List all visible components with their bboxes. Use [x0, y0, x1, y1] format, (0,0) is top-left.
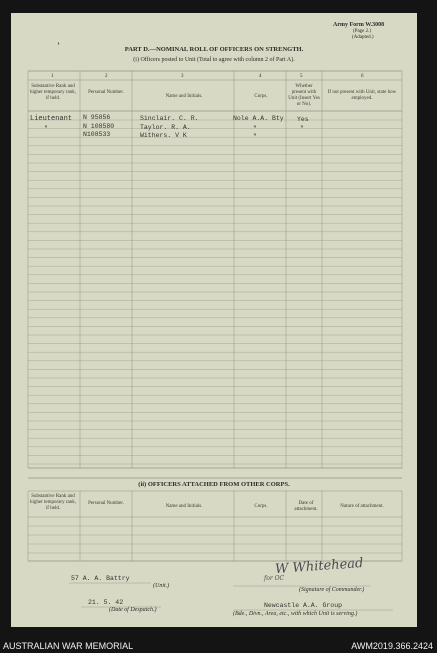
header-name: Name and Initials.	[165, 94, 203, 99]
footer-accession: AWM2019.366.2424	[351, 641, 433, 651]
footer-institution: AUSTRALIAN WAR MEMORIAL	[3, 641, 134, 651]
col-number-2: 2	[105, 74, 108, 79]
attached-header-corps: Corps.	[254, 504, 268, 509]
archive-footer	[0, 636, 437, 653]
form-page: (Page 2.)	[353, 29, 372, 34]
pencil-mark: ’	[57, 41, 60, 51]
col-number-4: 4	[259, 74, 262, 79]
header-rank: Substantive Rank and higher temporary rank, if held.	[30, 84, 76, 101]
area-label: (Bde., Divn., Area, etc., with which Unit is serving.)	[233, 611, 358, 617]
header-present: Whether present with Unit (Insert Yes or No).	[288, 84, 320, 107]
row-2-rank: "	[44, 125, 48, 132]
row-3-corps: "	[253, 133, 257, 140]
attached-header-date: Date of attachment.	[294, 501, 318, 512]
unit-label: (Unit.)	[153, 583, 170, 589]
row-3-name: Withers. V K	[140, 132, 187, 139]
row-2-name: Taylor. R. A.	[140, 124, 191, 131]
row-2-corps: "	[253, 125, 257, 132]
row-1-corps: Nole A.A. Bty	[233, 115, 284, 122]
form-sheet	[11, 13, 417, 627]
row-2-number: N 108580	[83, 123, 115, 130]
header-corps: Corps.	[254, 94, 268, 99]
attached-header-rank: Substantive Rank and higher temporary rank, if held.	[30, 494, 76, 511]
row-3-number: N108533	[83, 131, 111, 138]
col-number-1: 1	[51, 74, 54, 79]
row-2-present: "	[300, 125, 304, 132]
unit-value: 57 A. A. Battry	[71, 575, 130, 582]
row-1-number: N 95856	[83, 114, 111, 121]
col-number-6: 6	[361, 74, 364, 79]
part-d-subtitle: (i) Officers posted to Unit (Total to agree with column 2 of Part A).	[133, 57, 295, 63]
attached-header-nature: Nature of attachment.	[340, 504, 384, 509]
form-code: Army Form W.3008	[333, 22, 385, 28]
col-number-3: 3	[181, 74, 184, 79]
form-adapted: (Adapted.)	[352, 35, 374, 40]
row-1-name: Sinclair. C. R.	[140, 115, 199, 122]
row-1-present: Yes	[297, 116, 309, 123]
date-label: (Date of Despatch.)	[109, 607, 157, 613]
col-number-5: 5	[300, 74, 303, 79]
attached-title: (ii) OFFICERS ATTACHED FROM OTHER CORPS.	[138, 481, 290, 488]
row-1-rank: Lieutenant	[30, 115, 73, 123]
attached-header-number: Personal Number.	[88, 501, 124, 506]
part-d-title: PART D.—NOMINAL ROLL OF OFFICERS ON STRENGTH.	[124, 46, 304, 53]
header-number: Personal Number.	[88, 90, 124, 95]
date-value: 21. 5. 42	[88, 599, 124, 606]
table-grid	[11, 13, 417, 627]
signature-label: (Signature of Commander.)	[299, 587, 365, 593]
signature-note: for OC	[264, 575, 285, 582]
area-value: Newcastle A.A. Group	[264, 602, 343, 609]
header-employed: If not present with Unit, state how employed.	[327, 90, 397, 101]
commander-signature: W Whitehead	[274, 555, 364, 578]
attached-header-name: Name and Initials.	[165, 504, 203, 509]
